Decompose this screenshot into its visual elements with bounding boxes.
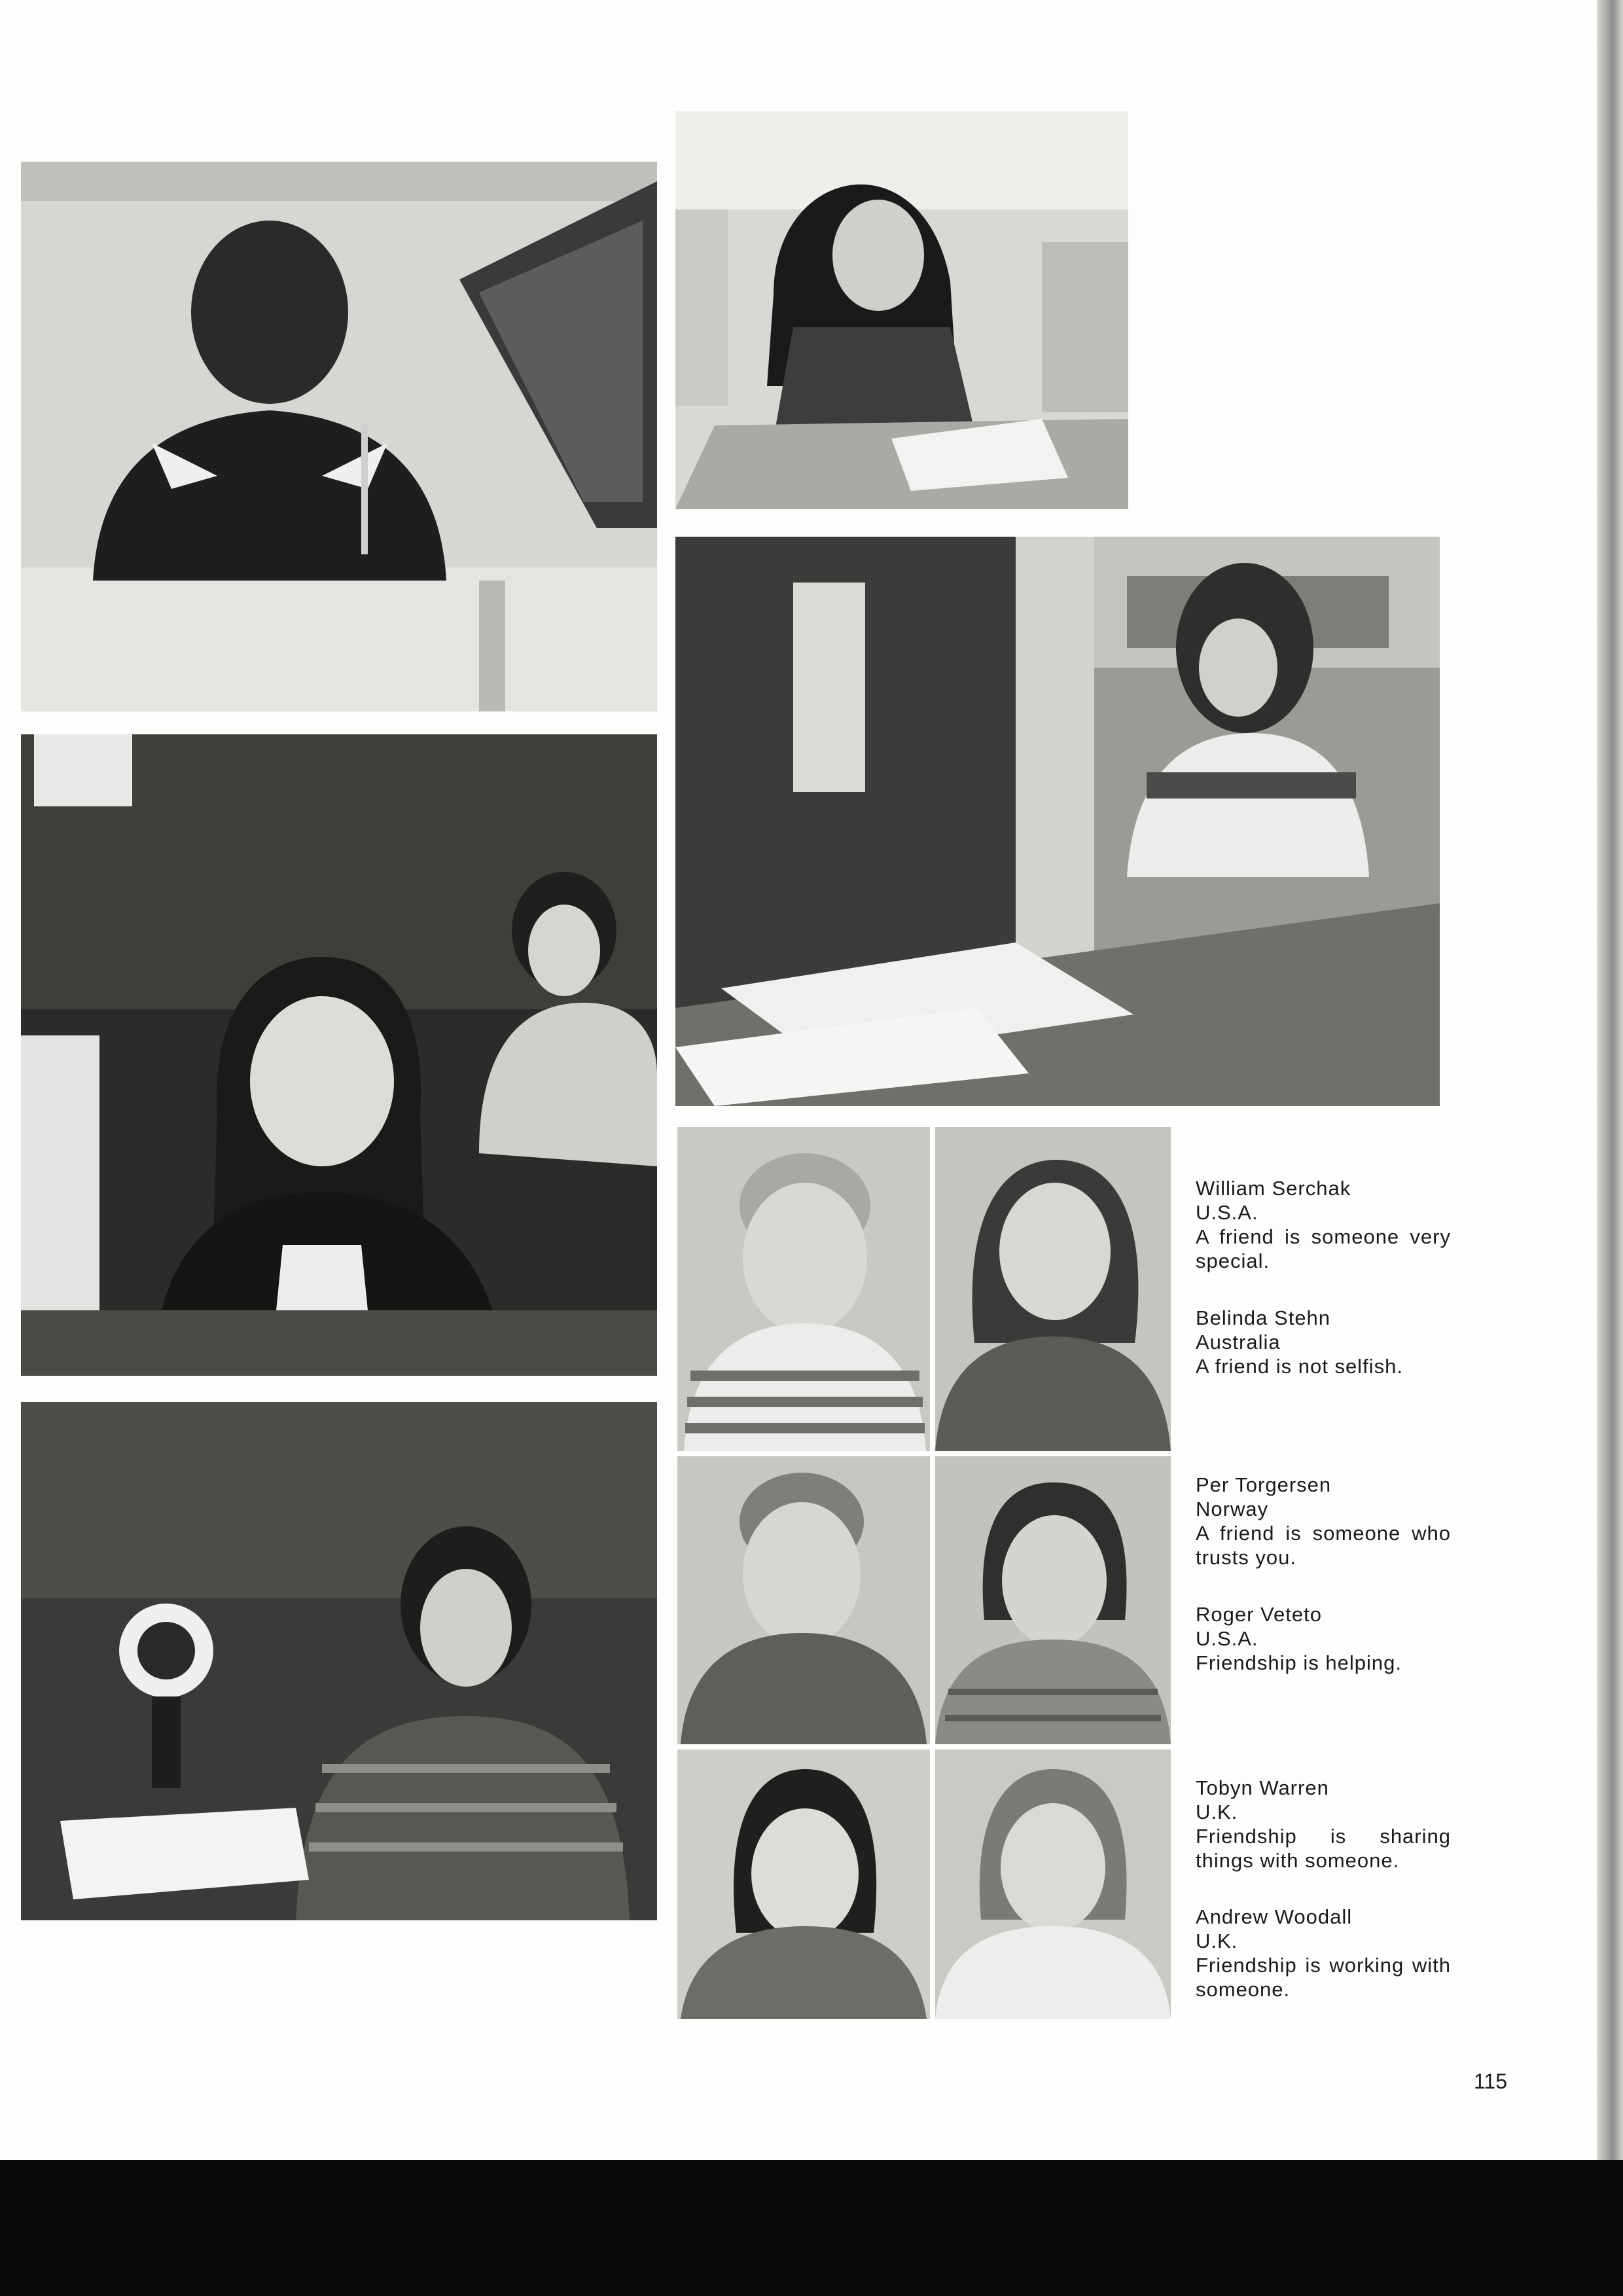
caption-name: Andrew Woodall bbox=[1196, 1905, 1353, 1928]
caption-belinda-stehn bbox=[1196, 1306, 1451, 1378]
caption-andrew-woodall bbox=[1196, 1905, 1451, 2001]
caption-name: William Serchak bbox=[1196, 1177, 1351, 1200]
caption-name: Roger Veteto bbox=[1196, 1603, 1322, 1626]
photo-image bbox=[935, 1456, 1171, 1744]
caption-country: U.S.A. bbox=[1196, 1201, 1258, 1224]
photo-image bbox=[675, 537, 1440, 1106]
caption-name: Belinda Stehn bbox=[1196, 1306, 1331, 1329]
caption-tobyn-warren bbox=[1196, 1776, 1451, 1873]
caption-quote: A friend is someone who trusts you. bbox=[1196, 1522, 1451, 1569]
photo-image bbox=[935, 1127, 1171, 1451]
caption-quote: Friendship is helping. bbox=[1196, 1651, 1402, 1674]
caption-per-torgersen bbox=[1196, 1473, 1451, 1570]
caption-quote: A friend is someone very special. bbox=[1196, 1225, 1451, 1272]
caption-william-serchak bbox=[1196, 1176, 1451, 1273]
photo-image bbox=[21, 1402, 657, 1920]
photo-image bbox=[21, 162, 657, 711]
photo-image bbox=[675, 111, 1128, 509]
photo-boy-with-clock bbox=[21, 1402, 657, 1920]
portrait-belinda-stehn bbox=[935, 1127, 1171, 1451]
portrait-andrew-woodall bbox=[935, 1749, 1171, 2019]
caption-roger-veteto bbox=[1196, 1602, 1451, 1675]
photo-girl-in-classroom-with-friend bbox=[21, 734, 657, 1376]
photo-image bbox=[935, 1749, 1171, 2019]
caption-country: Norway bbox=[1196, 1498, 1269, 1520]
caption-country: U.K. bbox=[1196, 1801, 1238, 1823]
portrait-tobyn-warren bbox=[677, 1749, 930, 2019]
page-number: 115 bbox=[1474, 2070, 1508, 2093]
portrait-per-torgersen bbox=[677, 1456, 930, 1744]
caption-name: Per Torgersen bbox=[1196, 1473, 1332, 1496]
book-gutter bbox=[1597, 0, 1623, 2160]
photo-image bbox=[677, 1456, 930, 1744]
caption-quote: A friend is not selfish. bbox=[1196, 1355, 1403, 1378]
caption-country: U.S.A. bbox=[1196, 1627, 1258, 1650]
photo-image bbox=[21, 734, 657, 1376]
caption-country: Australia bbox=[1196, 1331, 1281, 1354]
portrait-roger-veteto bbox=[935, 1456, 1171, 1744]
caption-quote: Friendship is sharing things with someone. bbox=[1196, 1825, 1451, 1872]
photo-girl-writing-in-workbook bbox=[675, 537, 1440, 1106]
caption-name: Tobyn Warren bbox=[1196, 1776, 1329, 1799]
photo-image bbox=[677, 1127, 930, 1451]
photo-image bbox=[677, 1749, 930, 2019]
caption-quote: Friendship is working with someone. bbox=[1196, 1954, 1451, 2001]
scan-background bbox=[0, 2160, 1623, 2296]
photo-girl-hand-on-chin bbox=[675, 111, 1128, 509]
portrait-william-serchak bbox=[677, 1127, 930, 1451]
caption-country: U.K. bbox=[1196, 1929, 1238, 1952]
photo-boy-at-desk bbox=[21, 162, 657, 711]
